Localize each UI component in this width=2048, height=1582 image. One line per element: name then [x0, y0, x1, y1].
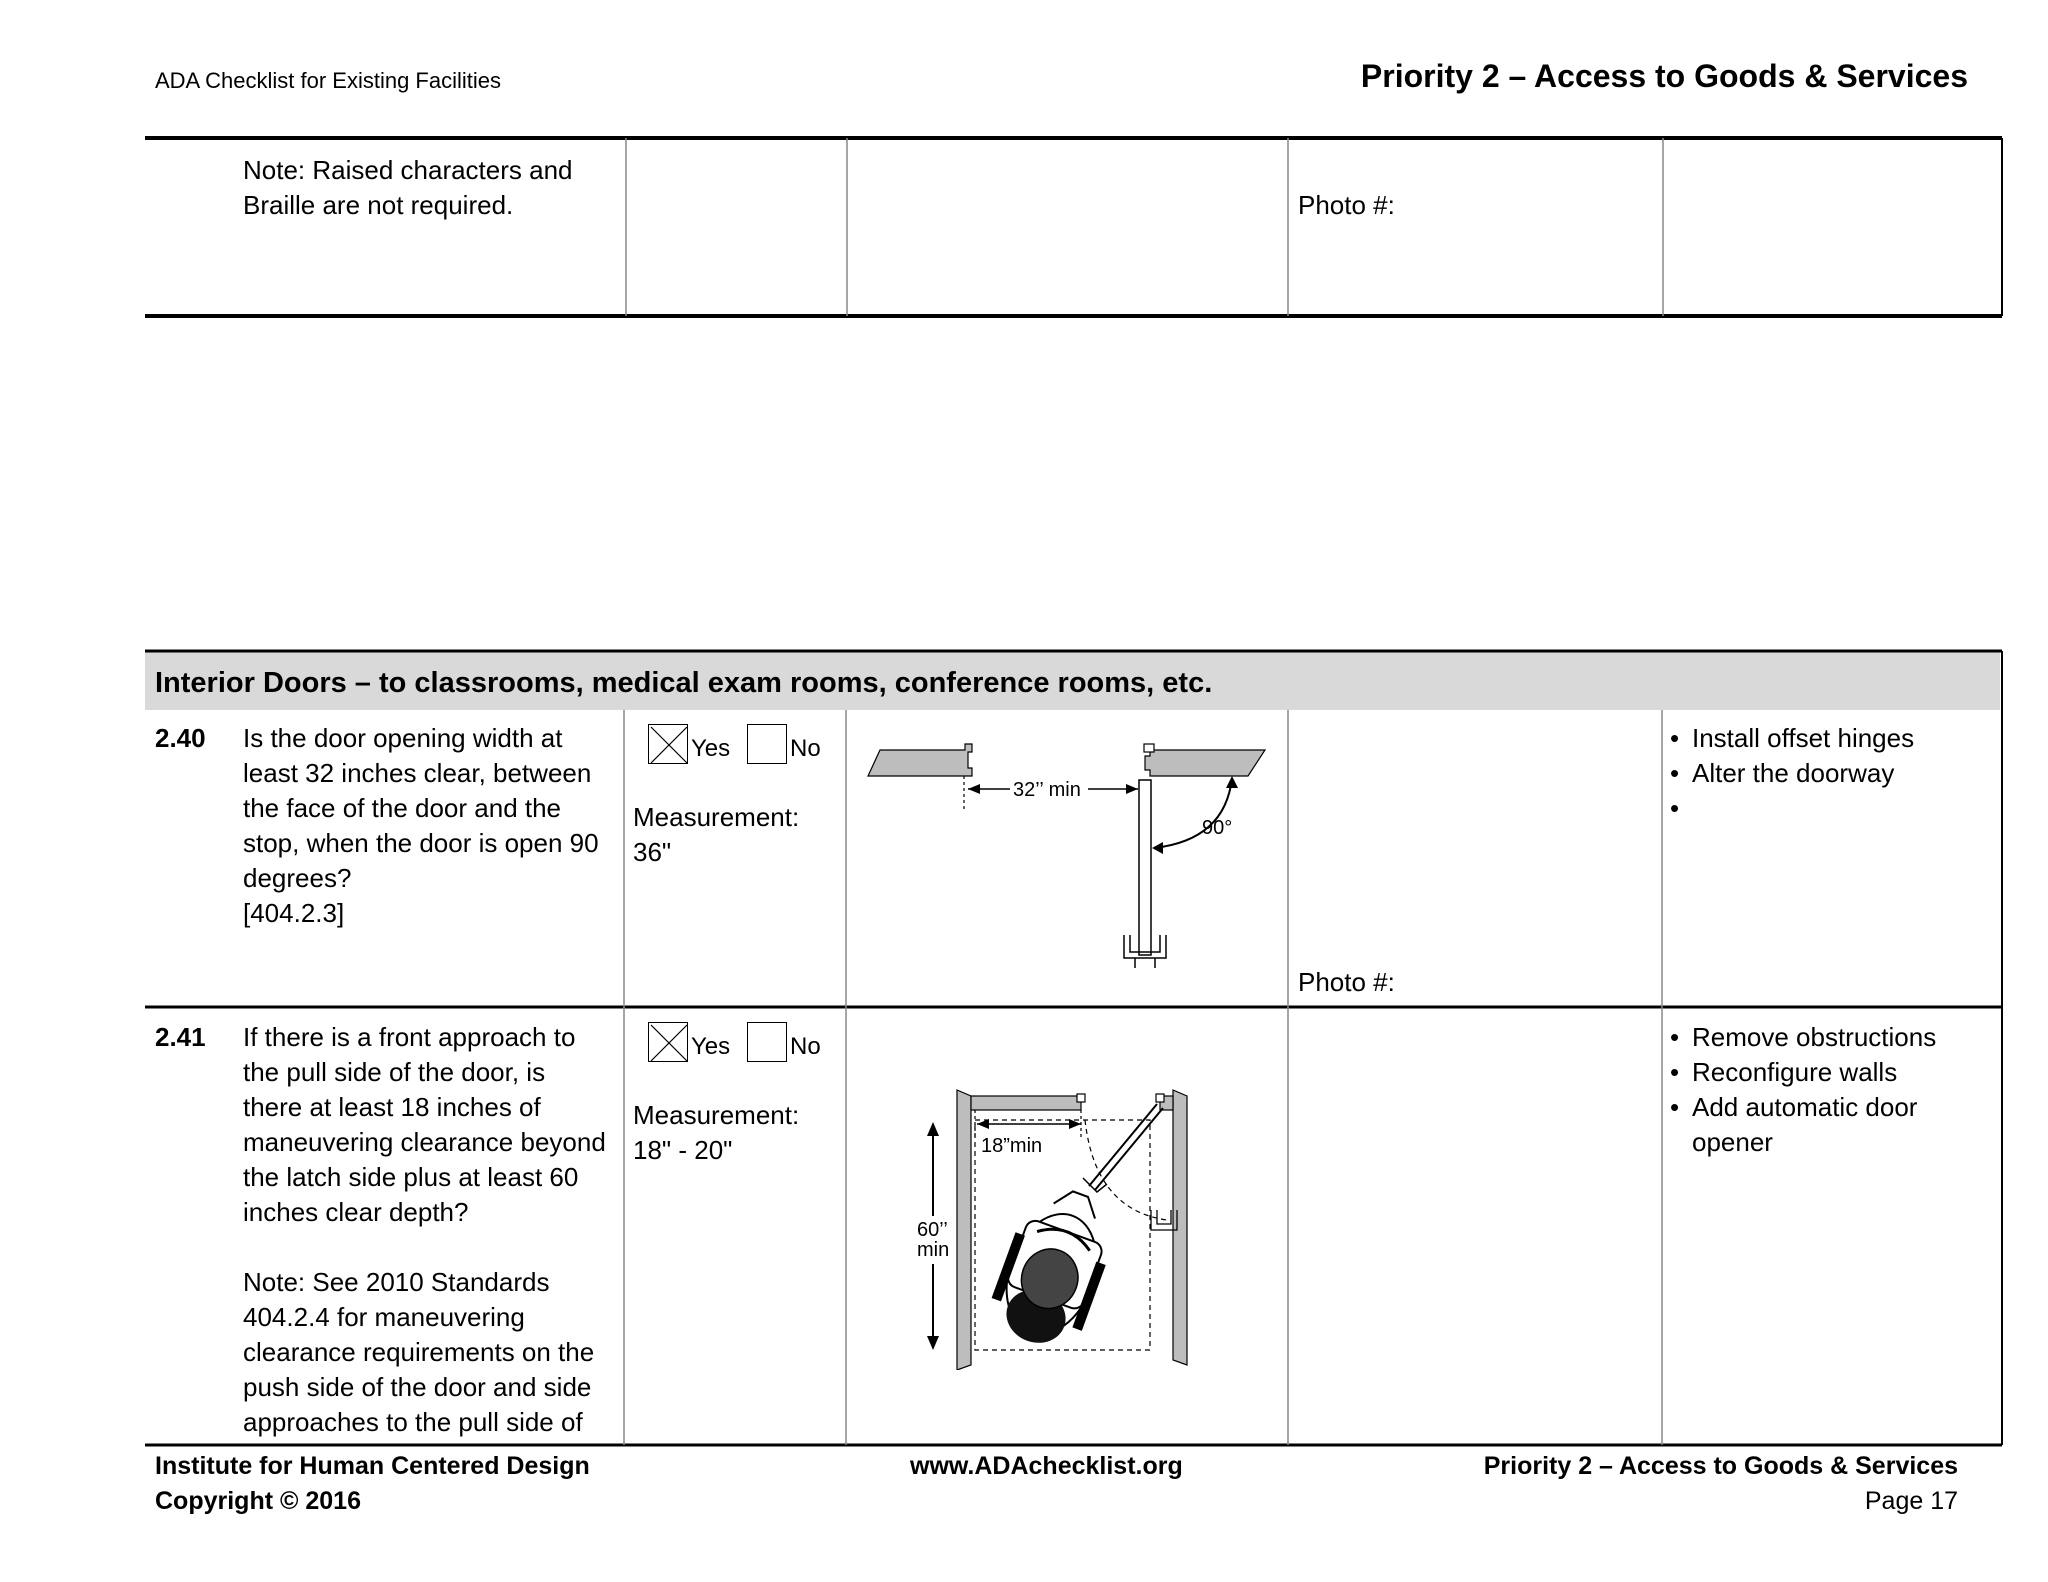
question-line: least 32 inches clear, between: [243, 758, 592, 788]
question-line: If there is a front approach to: [243, 1022, 576, 1052]
question-line: the face of the door and the: [243, 793, 562, 823]
item-question: [243, 721, 599, 931]
question-line: [243, 1230, 606, 1265]
solutions-list: [1670, 1020, 1936, 1125]
footer-website[interactable]: www.ADAchecklist.org: [910, 1452, 1183, 1480]
question-line: maneuvering clearance beyond: [243, 1127, 606, 1157]
item-photo-label: Photo #:: [1298, 967, 1395, 997]
angle-label: 90°: [1202, 817, 1233, 839]
question-line: degrees?: [243, 863, 352, 893]
top-row-note-line-1: Note: Raised characters and: [243, 155, 573, 185]
door-width-diagram: [860, 730, 1280, 985]
solution-item: • Add automatic door: [1670, 1090, 1936, 1125]
measurement-label: Measurement:: [633, 1100, 800, 1130]
item-number: 2.41: [155, 1022, 206, 1052]
solution-item-continuation: opener: [1692, 1127, 1773, 1157]
yes-label: Yes: [691, 735, 731, 762]
question-line: the latch side plus at least 60: [243, 1162, 579, 1192]
header-document-title: ADA Checklist for Existing Facilities: [155, 68, 501, 93]
depth-label-value: 60’’: [917, 1219, 948, 1241]
question-line: Is the door opening width at: [243, 723, 563, 753]
question-line: approaches to the pull side of: [243, 1407, 583, 1437]
no-label: No: [790, 735, 821, 762]
solution-item: • Reconfigure walls: [1670, 1055, 1936, 1090]
top-row-photo-label: Photo #:: [1298, 190, 1395, 220]
item-question: [243, 1020, 606, 1440]
solution-item: • Install offset hinges: [1670, 721, 1914, 756]
maneuvering-clearance-diagram: [905, 1080, 1205, 1370]
item-number: 2.40: [155, 723, 206, 753]
solution-item: • Remove obstructions: [1670, 1020, 1936, 1055]
measurement-label: Measurement:: [633, 802, 800, 832]
footer-section: Priority 2 – Access to Goods & Services: [1483, 1452, 1958, 1480]
top-row-note-line-2: Braille are not required.: [243, 190, 514, 220]
no-checkbox[interactable]: [747, 1022, 787, 1062]
no-label: No: [790, 1033, 821, 1060]
question-line: inches clear depth?: [243, 1197, 469, 1227]
yes-checkbox[interactable]: [648, 1022, 688, 1062]
question-line: stop, when the door is open 90: [243, 828, 599, 858]
question-line: push side of the door and side: [243, 1372, 592, 1402]
measurement-value: 18" - 20": [633, 1135, 733, 1165]
question-line: there at least 18 inches of: [243, 1092, 541, 1122]
question-line: [404.2.3]: [243, 898, 345, 928]
width-dimension-label: 32’’ min: [1013, 779, 1081, 801]
yes-checkbox[interactable]: [648, 724, 688, 764]
footer-org: Institute for Human Centered Design: [155, 1452, 590, 1480]
question-line: the pull side of the door, is: [243, 1057, 546, 1087]
question-line: 404.2.4 for maneuvering: [243, 1302, 525, 1332]
measurement-value: 36": [633, 837, 672, 867]
solution-item: • Alter the doorway: [1670, 756, 1914, 791]
yes-label: Yes: [691, 1033, 731, 1060]
section-title: Interior Doors – to classrooms, medical exam rooms, conference rooms, etc.: [155, 667, 1213, 699]
latch-clearance-label: 18”min: [981, 1135, 1043, 1157]
no-checkbox[interactable]: [747, 724, 787, 764]
solutions-list: [1670, 721, 1914, 791]
footer-page-number: Page 17: [1864, 1487, 1958, 1515]
question-line: Note: See 2010 Standards: [243, 1267, 550, 1297]
header-section-title: Priority 2 – Access to Goods & Services: [1360, 58, 1968, 94]
wheelchair-user-icon: [982, 1178, 1126, 1357]
footer-copyright: Copyright © 2016: [155, 1487, 361, 1515]
question-line: clearance requirements on the: [243, 1337, 595, 1367]
depth-label-unit: min: [917, 1239, 950, 1261]
